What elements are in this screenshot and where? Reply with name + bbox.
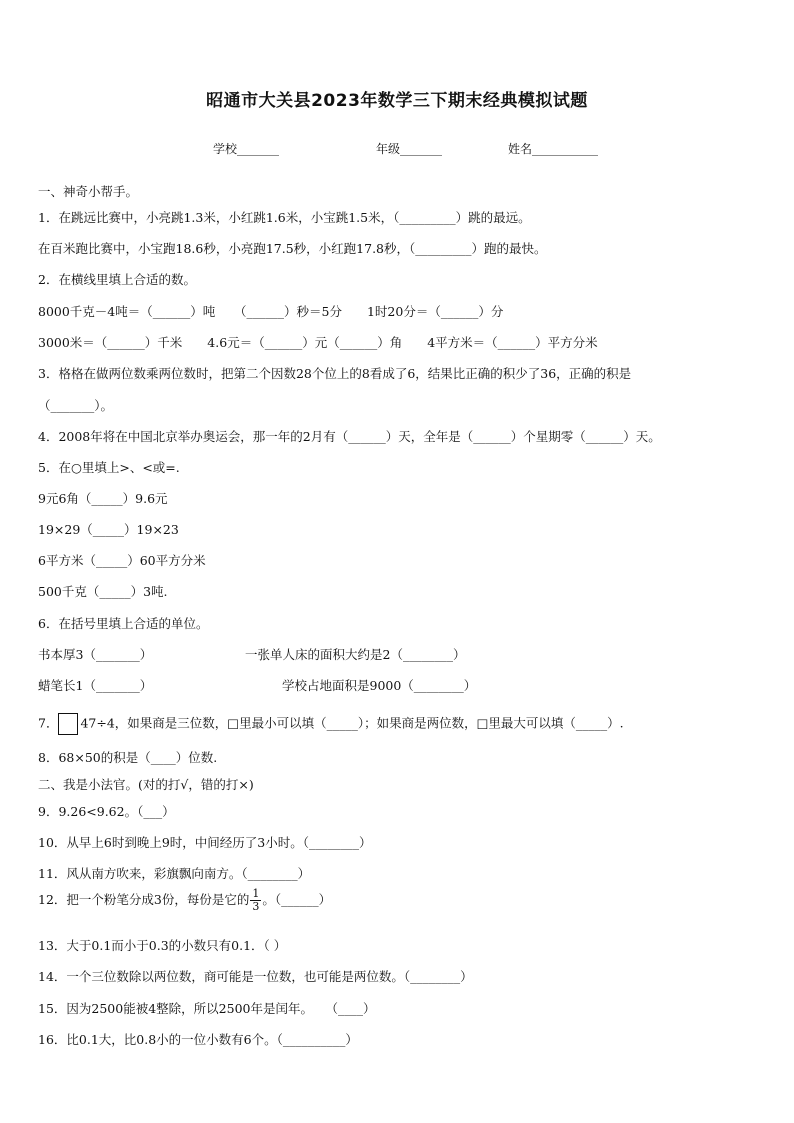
question-7-number: 7． (38, 715, 59, 731)
question-6-item-2: 一张单人床的面积大约是2（________） (245, 647, 466, 662)
fraction-numerator: 1 (252, 887, 260, 900)
question-2: 2．在横线里填上合适的数。 (38, 272, 196, 287)
question-7-text: 47÷4，如果商是三位数，□里最小可以填（_____）；如果商是两位数，□里最大可以填（_____）. (80, 715, 624, 731)
question-13: 13．大于0.1而小于0.3的小数只有0.1．（ ） (38, 938, 287, 953)
question-11: 11．风从南方吹来，彩旗飘向南方。（________） (38, 866, 311, 881)
school-field: 学校_______ (213, 142, 280, 156)
question-6-item-4: 学校占地面积是9000（________） (282, 678, 477, 693)
section-one-heading: 一、神奇小帮手。 (38, 184, 139, 199)
question-8: 8．68×50的积是（____）位数. (38, 750, 218, 765)
question-2-row-2: 3000米＝（______）千米 4.6元＝（______）元（______）角 4平方米＝（______）平方分米 (38, 335, 598, 350)
question-7 (38, 713, 624, 735)
blank-box-icon (58, 713, 78, 735)
question-16: 16．比0.1大，比0.8小的一位小数有6个。（__________） (38, 1032, 358, 1047)
question-3-answer: （_______）。 (38, 398, 114, 413)
question-14: 14．一个三位数除以两位数，商可能是一位数，也可能是两位数。（________） (38, 969, 473, 984)
question-15: 15．因为2500能被4整除，所以2500年是闰年。 （____） (38, 1001, 376, 1016)
section-two-heading: 二、我是小法官。(对的打√，错的打×) (38, 777, 254, 792)
question-10: 10．从早上6时到晚上9时，中间经历了3小时。（________） (38, 835, 372, 850)
question-6: 6．在括号里填上合适的单位。 (38, 616, 209, 631)
question-12-text: 12．把一个粉笔分成3份，每份是它的 (38, 892, 250, 907)
question-2-row-1: 8000千克－4吨＝（______）吨 （______）秒＝5分 1时20分＝（______）分 (38, 304, 504, 319)
question-5: 5．在○里填上>、<或=. (38, 460, 180, 475)
question-5-item-2: 19×29（_____）19×23 (38, 522, 179, 537)
question-5-item-1: 9元6角（_____）9.6元 (38, 491, 168, 506)
question-6-item-1: 书本厚3（_______） (38, 647, 153, 662)
page-title: 昭通市大关县2023年数学三下期末经典模拟试题 (206, 91, 588, 111)
question-3: 3．格格在做两位数乘两位数时，把第二个因数28个位上的8看成了6，结果比正确的积少了36，正确的积是 (38, 366, 632, 381)
fraction-denominator: 3 (252, 900, 260, 913)
question-5-item-4: 500千克（_____）3吨. (38, 584, 168, 599)
fraction (250, 888, 261, 913)
question-5-item-3: 6平方米（_____）60平方分米 (38, 553, 206, 568)
question-6-item-3: 蜡笔长1（_______） (38, 678, 153, 693)
question-1: 1．在跳远比赛中，小亮跳1.3米，小红跳1.6米，小宝跳1.5米，（_________）跳的最远。 (38, 210, 531, 225)
question-9: 9．9.26<9.62。（___） (38, 804, 175, 819)
question-12-answer: 。（______） (262, 892, 332, 907)
question-4: 4．2008年将在中国北京举办奥运会，那一年的2月有（______）天，全年是（______）个星期零（______）天。 (38, 429, 661, 444)
question-12 (38, 888, 331, 913)
name-field: 姓名___________ (508, 142, 599, 156)
question-1-part-2: 在百米跑比赛中，小宝跑18.6秒，小亮跑17.5秒，小红跑17.8秒，（_________）跑的最快。 (38, 241, 547, 256)
grade-field: 年级_______ (376, 142, 443, 156)
